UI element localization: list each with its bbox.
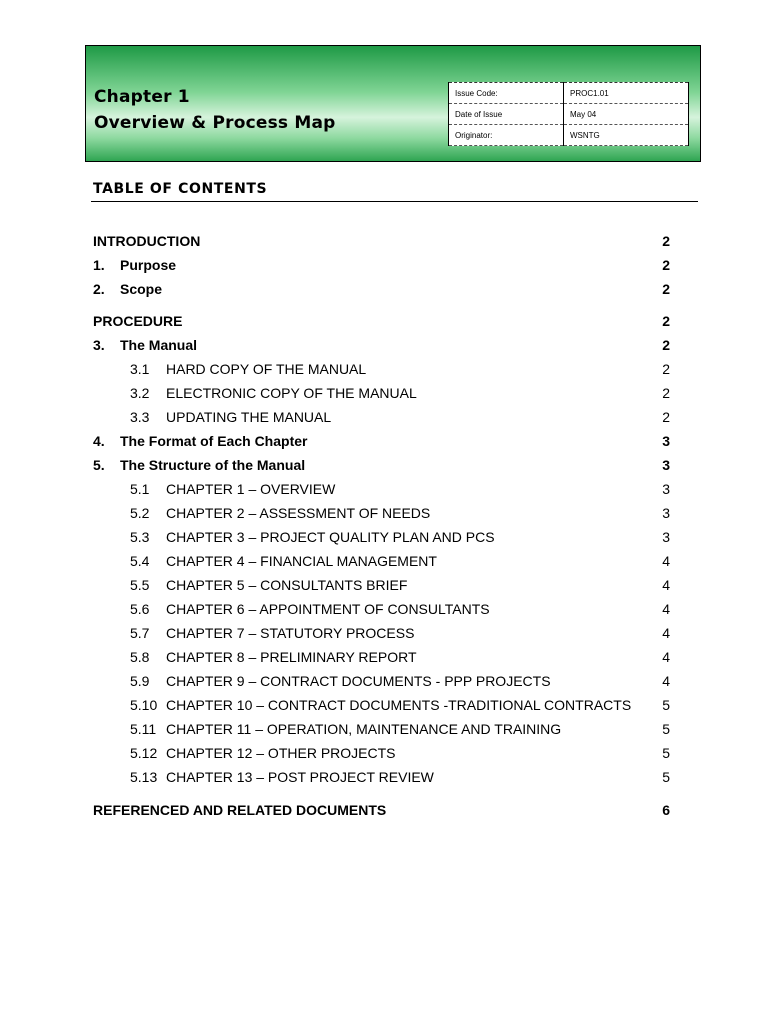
toc-entry-label: CHAPTER 3 – PROJECT QUALITY PLAN AND PCS — [166, 529, 495, 545]
toc-entry-label: CHAPTER 12 – OTHER PROJECTS — [166, 745, 396, 761]
toc-entry-page: 2 — [662, 233, 670, 249]
chapter-name: Overview & Process Map — [94, 113, 336, 133]
toc-entry-label: CHAPTER 11 – OPERATION, MAINTENANCE AND TRAINING — [166, 721, 562, 737]
document-header — [85, 45, 701, 162]
toc-entry-label: The Format of Each Chapter — [120, 433, 308, 449]
originator-value: WSNTG — [564, 125, 689, 146]
toc-entry-number: 5.6 — [130, 601, 150, 617]
toc-entry-page: 3 — [662, 457, 670, 473]
toc-entry-number: 3.2 — [130, 385, 150, 401]
toc-entry-label: Scope — [120, 281, 163, 297]
toc-entry[interactable] — [0, 359, 768, 379]
toc-entry[interactable] — [0, 407, 768, 427]
toc-entry-label: CHAPTER 5 – CONSULTANTS BRIEF — [166, 577, 408, 593]
toc-entry-number: 5.4 — [130, 553, 150, 569]
toc-heading: TABLE OF CONTENTS — [93, 181, 268, 197]
toc-entry[interactable] — [0, 335, 768, 355]
toc-entry-label: REFERENCED AND RELATED DOCUMENTS — [93, 802, 387, 818]
toc-entry[interactable] — [0, 311, 768, 331]
toc-entry-page: 2 — [662, 281, 670, 297]
toc-entry-page: 4 — [662, 673, 670, 689]
toc-entry-label: The Manual — [120, 337, 198, 353]
toc-entry-label: CHAPTER 4 – FINANCIAL MANAGEMENT — [166, 553, 437, 569]
toc-entry[interactable] — [0, 383, 768, 403]
toc-entry[interactable] — [0, 599, 768, 619]
toc-entry-page: 3 — [662, 529, 670, 545]
toc-entry-number: 4. — [93, 433, 105, 449]
toc-entry-number: 3.3 — [130, 409, 150, 425]
issue-code-value: PROC1.01 — [564, 83, 689, 104]
toc-entry[interactable] — [0, 575, 768, 595]
toc-entry-page: 5 — [662, 769, 670, 785]
toc-entry-page: 2 — [662, 361, 670, 377]
toc-entry-label: ELECTRONIC COPY OF THE MANUAL — [166, 385, 417, 401]
toc-entry-label: The Structure of the Manual — [120, 457, 306, 473]
toc-entry-page: 3 — [662, 505, 670, 521]
toc-entry-label: CHAPTER 2 – ASSESSMENT OF NEEDS — [166, 505, 431, 521]
toc-entry-page: 5 — [662, 745, 670, 761]
toc-entry[interactable] — [0, 551, 768, 571]
toc-entry[interactable] — [0, 431, 768, 451]
toc-entry-page: 2 — [662, 385, 670, 401]
chapter-title — [94, 84, 336, 136]
toc-entry[interactable] — [0, 719, 768, 739]
toc-entry[interactable] — [0, 255, 768, 275]
toc-entry-label: HARD COPY OF THE MANUAL — [166, 361, 367, 377]
toc-entry-label: Purpose — [120, 257, 177, 273]
toc-entry-page: 2 — [662, 257, 670, 273]
toc-entry-number: 5.13 — [130, 769, 158, 785]
toc-entry-label: CHAPTER 8 – PRELIMINARY REPORT — [166, 649, 417, 665]
toc-entry-label: UPDATING THE MANUAL — [166, 409, 332, 425]
toc-entry-page: 3 — [662, 481, 670, 497]
toc-entry[interactable] — [0, 279, 768, 299]
toc-entry[interactable] — [0, 671, 768, 691]
toc-entry-number: 5.3 — [130, 529, 150, 545]
toc-entry[interactable] — [0, 695, 768, 715]
toc-entry[interactable] — [0, 767, 768, 787]
originator-row — [449, 125, 689, 146]
toc-entry-number: 5. — [93, 457, 105, 473]
toc-entry-label: CHAPTER 6 – APPOINTMENT OF CONSULTANTS — [166, 601, 490, 617]
toc-entry[interactable] — [0, 479, 768, 499]
toc-entry-label: CHAPTER 9 – CONTRACT DOCUMENTS - PPP PROJECTS — [166, 673, 551, 689]
toc-entry-page: 2 — [662, 313, 670, 329]
toc-entry-number: 1. — [93, 257, 105, 273]
issue-code-label: Issue Code: — [449, 83, 564, 104]
toc-entry-page: 4 — [662, 553, 670, 569]
toc-entry-page: 6 — [662, 802, 670, 818]
toc-entry-label: CHAPTER 10 – CONTRACT DOCUMENTS -TRADITIONAL CONTRACTS — [166, 697, 632, 713]
issue-info-table — [448, 82, 689, 146]
originator-label: Originator: — [449, 125, 564, 146]
toc-entry-page: 4 — [662, 601, 670, 617]
toc-entry-page: 3 — [662, 433, 670, 449]
toc-entry-number: 5.1 — [130, 481, 150, 497]
toc-entry-number: 5.8 — [130, 649, 150, 665]
toc-entry-page: 5 — [662, 721, 670, 737]
toc-entry[interactable] — [0, 527, 768, 547]
toc-entry-page: 2 — [662, 409, 670, 425]
toc-entry[interactable] — [0, 503, 768, 523]
toc-entry-label: INTRODUCTION — [93, 233, 201, 249]
toc-entry-label: CHAPTER 13 – POST PROJECT REVIEW — [166, 769, 434, 785]
toc-entry-number: 5.2 — [130, 505, 150, 521]
toc-entry-number: 5.5 — [130, 577, 150, 593]
toc-entry-number: 3. — [93, 337, 105, 353]
toc-entry[interactable] — [0, 231, 768, 251]
toc-entry[interactable] — [0, 455, 768, 475]
issue-date-row — [449, 104, 689, 125]
toc-entry-number: 5.12 — [130, 745, 158, 761]
toc-entry-page: 5 — [662, 697, 670, 713]
toc-entry-number: 3.1 — [130, 361, 150, 377]
toc-entry-number: 5.10 — [130, 697, 158, 713]
toc-entry-page: 4 — [662, 625, 670, 641]
toc-entry-number: 5.7 — [130, 625, 150, 641]
toc-entry-label: CHAPTER 7 – STATUTORY PROCESS — [166, 625, 415, 641]
issue-date-label: Date of Issue — [449, 104, 564, 125]
toc-entry-number: 5.9 — [130, 673, 150, 689]
toc-entry-page: 2 — [662, 337, 670, 353]
issue-code-row — [449, 83, 689, 104]
toc-entry-number: 2. — [93, 281, 105, 297]
toc-divider — [91, 201, 698, 202]
toc-entry-page: 4 — [662, 649, 670, 665]
toc-entry-number: 5.11 — [130, 721, 157, 737]
toc-entry-page: 4 — [662, 577, 670, 593]
toc-entry[interactable] — [0, 743, 768, 763]
chapter-number: Chapter 1 — [94, 87, 190, 107]
toc-entry-label: CHAPTER 1 – OVERVIEW — [166, 481, 336, 497]
toc-entry[interactable] — [0, 623, 768, 643]
issue-date-value: May 04 — [564, 104, 689, 125]
toc-entry[interactable] — [0, 647, 768, 667]
toc-entry[interactable] — [0, 800, 768, 820]
toc-entry-label: PROCEDURE — [93, 313, 183, 329]
